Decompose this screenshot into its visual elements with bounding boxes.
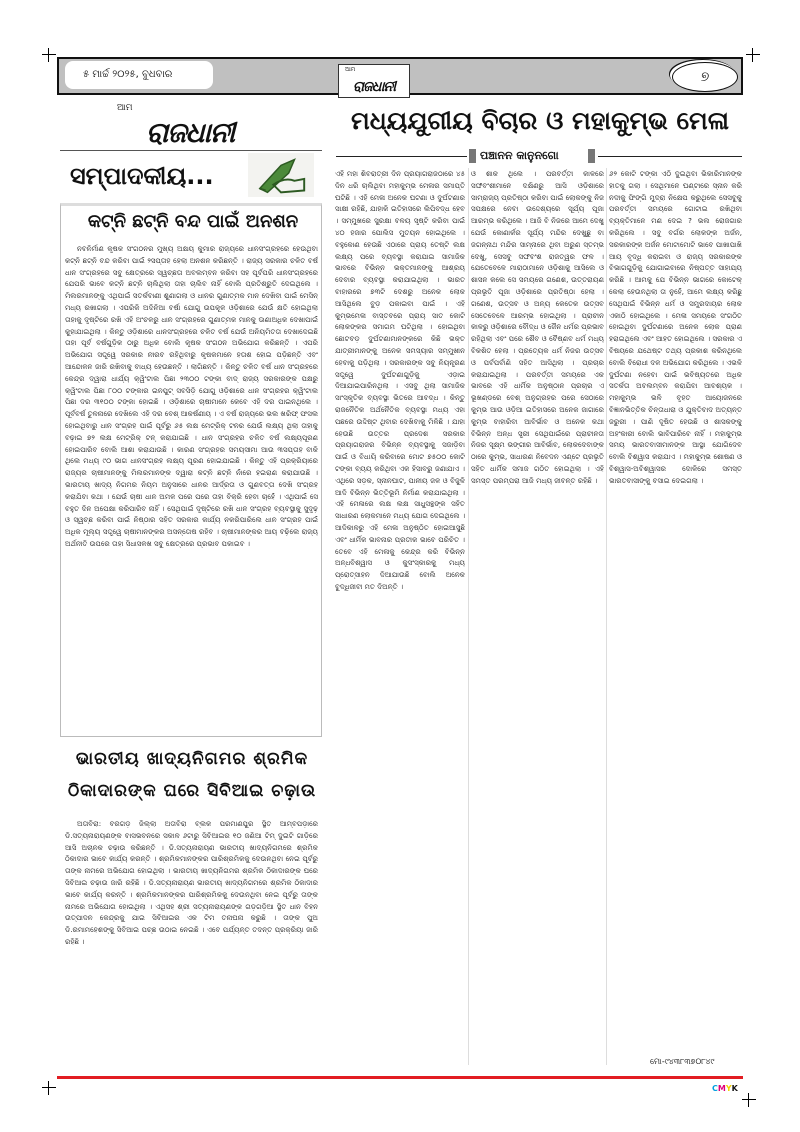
news-headline-line2: ଠିକାଦାରଙ୍କ ଘରେ ସିବିଆଇ ଚଢ଼ାଉ <box>67 781 317 801</box>
editorial-body: ନବନିର୍ମାଣ କୃଷକ ସଂଗଠନର ମୁଖ୍ୟ ଅକ୍ଷୟ କୁମାର ରାଜ୍ୟରେ ଧାନସଂଗ୍ରହରେ ହେଉଥିବା କଟ୍‌ନି ଛଟ୍‌ନି ବନ୍ଦ କରିବା ପାଇଁ ୨ସପ୍ତାହ ହେଲା ଅନଶନ କରିଛନ୍ତି । ରାଜ୍ୟ ସରକାର ଚଳିତ ବର୍ଷ ଧାନ ସଂଗ୍ରହରେ ସବୁ କ୍ଷେତ୍ରରେ ସ୍ୱଚ୍ଛତା ଅବଲମ୍ବନ କରିବା ସହ ପୂର୍ବପରି ଧାନସଂଗ୍ରହରେ ଯେପରି ଭାବେ କଟ୍‌ନି ଛଟ୍‌ନି ଚାଲିଥିଲା ତାହା ଚାଲିବ ନାହିଁ ବୋଲି ପ୍ରତିଶ୍ରୁତି ଦେଇଥିଲେ । ମିଲରମାନଙ୍କୁ ଏଥିପାଇଁ ସତର୍କବାଣୀ ଶୁଣାଗଲା ଓ ଧାନର ଗୁଣାତ୍ମକ ମାନ ଦେଖିବା ପାଇଁ ମେସିନ୍ ମଧ୍ୟ ରଖାଗଲା । ଏପରିକି ଅଦିନିଆ ବର୍ଷା ଯୋଗୁ ଉପକୂଳ ଓଡ଼ିଶାରେ ଯେଉଁ କ୍ଷତି ହୋଇଥିଲା ତାହାକୁ ଦୃଷ୍ଟିରେ ରଖି ଏହି ଅଂଚଳରୁ ଧାନ ସଂଗ୍ରହରେ ଗୁଣାତ୍ମକ ମାନକୁ ଊଣାଅଧିକ ଦେଖାପାଇଁ କୁହାଯାଇଥିଲା । କିନ୍ତୁ ଓଡ଼ିଶାରେ ଧାନସଂଗ୍ରହରେ ଚଳିତ ବର୍ଷ ଯେଉଁ ଅନିୟମିତତା ଦେଖାଦେଇଛି ତାହା ପୂର୍ବ ବର୍ଷଗୁଡ଼ିକ ଠାରୁ ଅଧିକ ବୋଲି କୃଷକ ସଂଗଠନ ଅଭିଯୋଗ କରିଛନ୍ତି । ଏପରି ଅଭିଯୋଗ ସତ୍ତ୍ୱେ ସରକାର ନୀରବ ରହିଥିବାରୁ କୃଷକମାନେ ହତାଶ ହୋଇ ପଡ଼ିଛନ୍ତି ଏବଂ ଆନ୍ଦୋଳନ ଜାରି ରଖିବାକୁ ବାଧ୍ୟ ହେଉଛନ୍ତି । ଲାଗିଛନ୍ତି । କିନ୍ତୁ ଚଳିତ ବର୍ଷ ଧାନ ସଂଗ୍ରହରେ କେନ୍ଦ୍ର ଦ୍ୱାରା ଧାର୍ଯ୍ୟ କ୍ୱିଂଟାଲ ପିଛା ୨୩୦୦ ଟଙ୍କା ବାଦ୍ ରାଜ୍ୟ ସରକାରଙ୍କ ପକ୍ଷରୁ କ୍ୱିଂଟାଲ ପିଛା ୮୦୦ ଟଙ୍କାର ଇନପୁଟ୍ ସବସିଡ଼ି ଯୋଗୁ ଓଡ଼ିଶାରେ ଧାନ ସଂଗ୍ରହର କ୍ୱିଂଟାଲ ପିଛା ଦର ୩୧୦୦ ଟଙ୍କା ହୋଇଛି । ଓଡ଼ିଶାରେ ଚାଷୀମାନେ କେବେ ଏହି ଦର ପାଇନଥିଲେ । ପୂର୍ବବର୍ଷ ତୁଳନାରେ ଦେଖିଲେ ଏହି ଦର ବେଶ୍ ଆକର୍ଷଣୀୟ । ଏ ବର୍ଷ ରାଜ୍ୟରେ ଭଲ ଖରିଫ୍ ଫସଲ ହୋଇଥିବାରୁ ଧାନ ସଂଗ୍ରହ ପାଇଁ ପୂର୍ବରୁ ୬୫ ଲକ୍ଷ ମେଟ୍ରିକ୍ ଟନର ଯେଉଁ ଲକ୍ଷ୍ୟ ଥିଲା ତାହାକୁ ବଢ଼ାଇ ୭୨ ଲକ୍ଷ ମେଟ୍ରିକ୍ ଟନ୍ କରାଯାଇଛି । ଧାନ ସଂଗ୍ରହର ଚଳିତ ବର୍ଷ ଲକ୍ଷ୍ୟପୂରଣ ହୋଇପାରିବ ବୋଲି ଆଶା କରାଯାଉଛି । କାରଣ ସଂଗ୍ରହର ସମୟସୀମା ଆଉ ୩ସପ୍ତାହ ବାକି ଥିଲେ ମଧ୍ୟ ୯୦ ଭାଗ ଧାନସଂଗ୍ରହ ଲକ୍ଷ୍ୟ ପୂରଣ ହୋଇଯାଇଛି । କିନ୍ତୁ ଏହି ପ୍ରକ୍ରିୟାରେ ରାଜ୍ୟର ଚାଷୀମାନଙ୍କୁ ମିଲରମାନଙ୍କ ଦ୍ୱାରା କଟ୍‌ନି ଛଟ୍‌ନି ନାଁରେ ହଇରାଣ କରାଯାଉଛି । ଭାରତୀୟ ଖାଦ୍ୟ ନିଗମର ନିୟମ ଅନୁସାରେ ଧାନର ଆର୍ଦ୍ରତା ଓ ଗୁଣବତ୍ତା ଦେଖି ସଂଗ୍ରହ କରାଯିବା କଥା । ଯେଉଁ ଚାଷୀ ଧାନ ଅମଳ ପରେ ପରେ ତାହା ବିକ୍ରି ହେବା ଚାହେଁ । ଏଥିପାଇଁ ସେ ବହୁତ ଦିନ ଅପେକ୍ଷା କରିପାରିବ ନାହିଁ । ସେଥିପାଇଁ ଦୃଷ୍ଟିରେ ରଖି ଧାନ ସଂଗ୍ରହ ବ୍ୟବସ୍ଥାକୁ ସୁଦୃଢ଼ ଓ ସ୍ୱଚ୍ଛ କରିବା ପାଇଁ ନିଷ୍ଠାର ସହିତ ସରକାର କାର୍ଯ୍ୟ ନକରିପାରିଲେ ଧାନ ସଂଗ୍ରହ ପାଇଁ ଅଧିକ ମୂଲ୍ୟ ସତ୍ତ୍ୱେ ଚାଷୀମାନଙ୍କର ଅସନ୍ତୋଷ ରହିବ । ଚାଷୀମାନଙ୍କର ଆୟ ବଢ଼ିଲେ ରାଜ୍ୟ ଅର୍ଥନୀତି ଉପରେ ତାହା ସିଧାସଳଖ ସବୁ କ୍ଷେତ୍ରରେ ପ୍ରଭାବ ପକାଇବ । <box>65 244 318 548</box>
page-number: ୭ <box>672 62 738 92</box>
article-column-2: ଓ ଶାକ ଥିଲେ । ପରବର୍ତ୍ତୀ କାଳରେ ସଙ୍ଘବଂଶୀମାନେ ଦକ୍ଷିଣରୁ ଆସି ଓଡ଼ିଶାରେ ସାମ୍ରାଜ୍ୟ ପ୍ରତିଷ୍ଠା କରିବା ପାଇଁ ଲୋକଙ୍କୁ ନିଜ ସପକ୍ଷରେ ନେବା ଉଦ୍ଦେଶ୍ୟରେ ସୂର୍ଯ୍ୟ ପୂଜା ଆରମ୍ଭ କରିଥିଲେ । ଆଜି ବି ନିଜରେ ଆମେ ଦେଖୁ ଯେଉଁ କୋଣାର୍କର ସୂର୍ଯ୍ୟ ମନ୍ଦିର ଦେଖୁଛୁ ବା ଜଗନ୍ନାଥ ମନ୍ଦିର ସାମ୍ନାରେ ଥିବା ଅରୁଣ ସ୍ତମ୍ଭ ଦେଖୁ, ସେସବୁ ସଙ୍ଘବଂଶ ରାଜତ୍ୱର ଫଳ । ଯେତେବେଳେ ମାରାଠାମାନେ ଓଡ଼ିଶାକୁ ଆସିଲେ ଓ ଶାସନ କଲେ ସେ ସମୟରେ ଗଣେଶ, ଉତ୍ତରାୟଣ ପ୍ରଭୃତି ପୂଜା ଓଡ଼ିଶାରେ ପ୍ରତିଷ୍ଠା ହେଲା । ଗଣେଶ, ଉତ୍ସବ ଓ ଅନ୍ୟ କେତେକ ଉତ୍ସବ ସେତେବେଳେ ଆରମ୍ଭ ହୋଇଥିଲା । ପ୍ରାଚୀନ କାଳରୁ ଓଡ଼ିଶାରେ ବୌଦ୍ଧ ଓ ଜୈନ ଧର୍ମର ପ୍ରଭାବ ରହିଥିଲା ଏବଂ ପରେ ଶୈବ ଓ ବୈଷ୍ଣବ ଧର୍ମ ମଧ୍ୟ ବିକଶିତ ହେଲା । ପ୍ରତ୍ୟେକ ଧର୍ମ ନିଜର ଉତ୍ସବ ଓ ପର୍ବପର୍ବାଣି ସହିତ ଆସିଥିଲା । ପ୍ରଚାର କରାଯାଇଥିଲା । ପରବର୍ତ୍ତୀ ସମୟରେ ଏକ ଭାବରେ ଏହି ଧାର୍ମିକ ଅନୁଷ୍ଠାନ ପ୍ରଚାର ଏ ଭୂଖଣ୍ଡରେ ବେଶ୍ ଅନୁଗ୍ରହର ପରେ ସେଠାରେ କୁମ୍ଭ ଆଉ ଓଡ଼ିଆ ଇତିହାସରେ ଅନେକ ଜାଗାରେ କୁମ୍ଭ ବାହାରିବା ଆବିର୍ଭାବ ଓ ଅନେକ କଥା ବିଭିନ୍ନ ଅନ୍ଧ ସ୍ତ୍ରୀ ସେଥିପାଇଁରେ ପ୍ରାଚୀନତା ନିଜର ସୂକ୍ଷ୍ମ ଭଙ୍ଗୀର ଆବିର୍ଭାବ, ଲୋକଦେବାଙ୍କ ଠାରେ କୁମ୍ଭ, ସାଧାରଣ ନିବେଦନ ଏଣ୍ଟେ ପ୍ରଭୃତି ସହିତ ଧାର୍ମିକ ସମାଜ ଗଠିତ ହୋଇଥିଲା । ଏହି ସମସ୍ତ ପରମ୍ପରା ଆଜି ମଧ୍ୟ ଜୀବନ୍ତ ରହିଛି । <box>471 169 604 485</box>
crop-mark-bottom-right <box>742 1093 756 1107</box>
cmyk-label <box>712 1084 738 1094</box>
news-headline-line1: ଭାରତୀୟ ଖାଦ୍ୟନିଗମର ଶ୍ରମିକ <box>75 749 309 769</box>
cmyk-k: K <box>731 1084 738 1093</box>
editorial-headline: କଟ୍‌ନି ଛଟ୍‌ନି ବନ୍ଦ ପାଇଁ ଅନଶନ <box>87 211 299 232</box>
author-phone: ମୋ-୯୪୩୮୩୭୦୮୪୯ <box>650 1057 715 1066</box>
news-body: ଅତାବିରା: ବରଗଡ଼ ଜିଲ୍ଲା ଅତାବିରା ବ୍ଲକ ପରମାଣପୁର ସ୍ଥିତ ଆମ୍ବପଡ଼ାରେ ଡି.ସତ୍ୟନାରାୟଣଙ୍କ ବାସଭବନରେ ସକାଳ ୬ଟାରୁ ସିବିଆଇର ୧୦ ଜଣିଆ ଟିମ୍ ଦୁଇଟି ଗାଡ଼ିରେ ଆସି ଅଚାନକ ଚଢ଼ାଉ କରିଛନ୍ତି । ଡି.ସତ୍ୟନାରାୟଣ ଭାରତୀୟ ଖାଦ୍ୟନିଗମରେ ଶ୍ରମିକ ଠିକାଦାର ଭାବେ କାର୍ଯ୍ୟ କରନ୍ତି । ଶ୍ରମିକମାନଙ୍କର ପାରିଶ୍ରମିକକୁ ଦେଉନଥିବା ନେଇ ପୂର୍ବରୁ ତାଙ୍କ ନାମରେ ଅଭିଯୋଗ ହୋଇଥିଲା । ଭାରତୀୟ ଖାଦ୍ୟନିଗମର ଶ୍ରମିକ ଠିକାଦାରଙ୍କ ଘରେ ସିବିଆଇ ଚଢ଼ାଉ ଜାରି ରହିଛି । ଡି.ସତ୍ୟନାରାୟଣ ଭାରତୀୟ ଖାଦ୍ୟନିଗମରେ ଶ୍ରମିକ ଠିକାଦାର ଭାବେ କାର୍ଯ୍ୟ କରନ୍ତି । ଶ୍ରମିକମାନଙ୍କର ପାରିଶ୍ରମିକକୁ ଦେଉନଥିବା ନେଇ ପୂର୍ବରୁ ତାଙ୍କ ନାମରେ ଅଭିଯୋଗ ହୋଇଥିଲା । ଏଥିସହ ଶ୍ରୀ ସତ୍ୟନାରାୟଣଙ୍କ ଗଡ଼ଗଡ଼ିଆ ସ୍ଥିତ ଧାନ ବିହନ ଉତ୍ପାଦନ କେନ୍ଦ୍ରକୁ ଯାଇ ସିବିଆଇର ଏକ ଟିମ ତନାଘନା କରୁଛି । ତାଙ୍କ ପୁଅ ଡି.ରମାମହେଶଙ୍କୁ ସିବିଆଇ ପଚ୍ଛ ଉଠାଇ ନେଇଛି । ଏବେ ପର୍ଯ୍ୟନ୍ତ ତଦନ୍ତ ପ୍ରକ୍ରିୟା ଜାରି ରହିଛି । <box>65 819 318 946</box>
crop-mark-top-left <box>42 48 56 62</box>
pen-hand-icon <box>248 153 314 197</box>
masthead-logo <box>95 103 285 149</box>
footer-red-rule <box>57 1076 743 1079</box>
crop-mark-top-right <box>746 48 760 62</box>
date-label: ୫ ମାର୍ଚ୍ଚ ୨୦୨୫, ବୁଧବାର <box>65 61 213 89</box>
crop-mark-bottom-left <box>42 1081 56 1095</box>
cmyk-m: M <box>717 1084 726 1093</box>
byline-marker-left <box>469 149 476 163</box>
article-column-3: ୬୨ କୋଟି ଟଙ୍କା ଏଠି ଦୁଇଥିବା ଭିକାରିମାନଙ୍କ ହାତକୁ ଗଲା । ସେଥିମାନେ ଘଣ୍ଟାରେ ସ୍ନାନ କରି ନଦୀକୁ ଫିଙ୍ଗି ମୁଦ୍ରା ନିକ୍ଷେପ କରୁଥିଲେ ସେସବୁକୁ ପରବର୍ତ୍ତୀ ସମୟରେ ଗୋଟାଇ ରଖିଥିବା ବ୍ୟକ୍ତିମାନେ ମଣ ଦେଇ ? ଭଲ ରୋଜଗାର କରିଥିଲେ । ସବୁ ବର୍ଗର ଲୋକଙ୍କ ଅର୍ଜନ, ସରକାରଙ୍କ ଅର୍ଜନ ମୋଟାମୋଟି ଭାବେ ପାଖାପାଖି ଆୟ ବୃଦ୍ଧି କରାଇବା ଓ ରାଜ୍ୟ ସରକାରଙ୍କ ବିଭାଗଗୁଡ଼ିକୁ ଯୋଗାଇବାରେ ନିଷ୍ପତ୍ତ ସାହାଯ୍ୟ କରିଛି । ଆମକୁ ଯେ ବିଭିନ୍ନ ଭାଗରେ କୋଟେକ୍ କେଲା ହେଉନଥିଲା ତା ନୁହେଁ, ଆମେ ଲକ୍ଷ୍ୟ କରିଛୁ ସେଥିପାଇଁ ବିଭିନ୍ନ ଧର୍ମ ଓ ସମ୍ପ୍ରଦାୟର ଲୋକ ଏକାଠି ହୋଇଥିଲେ । ମେଳା ସମୟରେ ସଂଗଠିତ ହୋଇଥିବା ଦୁର୍ଘଟଣାରେ ଅନେକ ଲୋକ ପ୍ରାଣ ହରାଇଥିଲେ ଏବଂ ଆହତ ହୋଇଥିଲେ । ସରକାର ଏ ବିଷୟରେ ଯଥେଷ୍ଟ ତଥ୍ୟ ପ୍ରକାଶ କରିନଥିଲେ ବୋଲି ବିରୋଧୀ ଦଳ ଅଭିଯୋଗ କରିଥିଲେ । ଏଭଳି ଦୁର୍ଘଟଣା ନହେବା ପାଇଁ ଭବିଷ୍ୟତରେ ଅଧିକ ସତର୍କତା ଅବଲମ୍ବନ କରାଯିବା ଆବଶ୍ୟକ । ମହାକୁମ୍ଭ ଭଳି ବୃହତ ଆୟୋଜନରେ ବିଜ୍ଞାନଭିତ୍ତିକ ଚିନ୍ତାଧାରା ଓ ଯୁକ୍ତିବାଦ ଅତ୍ୟନ୍ତ ଜରୁରୀ । ପାଣି ଦୂଷିତ ହେଉଛି ଓ ଶାସକଙ୍କୁ ଅହଂକାରୀ ବୋଲି ଭାବିପାରିବେ ନାହିଁ । ମହାକୁମ୍ଭ ସମୟ ଭାରତବାସୀମାନଙ୍କ ଆସ୍ଥା ଯୋଗିଦେବ ବୋଲି ବିଶ୍ୱାସ କରାଯାଏ । ମହାକୁମ୍ଭ ଶୋଷଣ ଓ ବିଶ୍ୱାସ-ଅବିଶ୍ୱାସର ଦୋଳିରେ ସମସ୍ତ ଭାରତବାସୀଙ୍କୁ ବସାଇ ଦେଇଗଲା । <box>609 169 742 485</box>
article-byline <box>336 147 742 165</box>
masthead-small-logo <box>338 64 410 98</box>
column-divider <box>606 168 607 1065</box>
cmyk-c: C <box>712 1084 718 1093</box>
masthead-prefix: ଆମ <box>117 103 133 113</box>
column-divider <box>468 168 469 1065</box>
author-name: ପଞ୍ଚାନନ କାନୁନଗୋ <box>480 149 559 162</box>
masthead-name: ରାଜଧାନୀ <box>145 116 235 149</box>
masthead-small-name: ରାଜଧାନୀ <box>352 79 396 95</box>
byline-marker-right <box>588 149 595 163</box>
article-title: ମଧ୍ୟଯୁଗୀୟ ବିଚାର ଓ ମହାକୁମ୍ଭ ମେଳା <box>351 106 729 135</box>
article-column-1: ଏହି ମହା ଶିବରାତ୍ରୀ ଦିନ ପ୍ରୟାଗରାଜଠାରେ ୪୫ ଦିନ ଧରି ଚାଲିଥିବା ମହାକୁମ୍ଭ ମେଳାର ସମାପ୍ତି ଘଟିଛି । ଏହି ମେଳା ଅନେକ ଘଟଣା ଓ ଦୁର୍ଘଟଣାର ସାକ୍ଷୀ ରହିଛି, ଯାହାକି ଇତିହାସରେ ଲିପିବଦ୍ଧ ହେବ । ସମ୍ମୁଖରେ ସୁରକ୍ଷା ବଳୟ ସୃଷ୍ଟି କରିବା ପାଇଁ ୪୦ ହଜାର ପୋଲିସ ମୁତୟନ ହୋଇଥିଲେ । ବହୁକୋଣ ହେଉଛି ଏଠାରେ ପ୍ରାୟ ତେଷ୍ଟି ଲକ୍ଷ ଲକ୍ଷ୍ୟ ପରେ ବ୍ୟବସ୍ଥା କରାଯାଇ ସାମାଜିକ ଭାବରେ ବିଭିନ୍ନ ଭକ୍ତମାନଙ୍କୁ ଆଶ୍ରୟ ଦେବାର ବ୍ୟବସ୍ଥା କରାଯାଇଥିଲା । ଭାରତ ବାହାରରେ ୭୩ଟି ଦେଶରୁ ଅନେକ ଲୋକ ଆସିଥିଲେ ବୁଡ଼ ପକାଇବା ପାଇଁ । ଏହି କୁମ୍ଭମେଳା ବାସ୍ତବରେ ପ୍ରାୟ ସାତ କୋଟି ଲୋକଙ୍କର ସମାଗମ ଘଟିଥିଲା । ହୋଇଥିବା ଛୋଟବଡ଼ ଦୁର୍ଘଟଣାମାନଙ୍କରେ କିଛି ଭକ୍ତ ଯାତ୍ରୀମାନଙ୍କୁ ଅନେକ ସମସ୍ୟାର ସମ୍ମୁଖୀନ ହେବାକୁ ପଡ଼ିଥିଲା । ସରକାରଙ୍କ ସବୁ ନିୟନ୍ତ୍ରଣ ସତ୍ତ୍ୱେ ଦୁର୍ଘଟଣାଗୁଡ଼ିକୁ ଏଡ଼ାଇ ଦିଆଯାଇପାରିନଥିଲା । ଏସବୁ ଥିଲା ସାମାଜିକ ସାଂସ୍କୃତିକ ବ୍ୟବସ୍ଥା ଭିତରେ ଆବଦ୍ଧ । କିନ୍ତୁ ରାଜନୈତିକ ଅର୍ଥନୈତିକ ବ୍ୟବସ୍ଥା ମଧ୍ୟ ଏହା ପଛରେ ଉଦ୍ଦିଷ୍ଟ ଥିବାର ଦେଖିବାକୁ ମିଳିଛି । ଯାହା ହେଉଛି ଉତ୍ତର ପ୍ରଦେଶ ସରକାର ପ୍ରୟାଗରାଜର ବିଭିନ୍ନ ବ୍ୟବସ୍ଥାକୁ ସଜାଡ଼ିବା ପାଇଁ ଓ ବିଧାୟି କରିବାରେ ମୋଟ ୭୫୦୦ କୋଟି ଟଙ୍କା ବ୍ୟୟ କରିଥିବା ଏକ ହିସାବରୁ ଜଣାଯାଏ । ଏଥିରେ ସଡ଼କ, ସ୍ନାନଘାଟ, ପାନୀୟ ଜଳ ଓ ବିଜୁଳି ଆଦି ବିଭିନ୍ନ ଭିତ୍ତିଭୂମି ନିର୍ମାଣ କରାଯାଇଥିଲା । ଏହି ମେଳାରେ ଲକ୍ଷ ଲକ୍ଷ ସାଧୁସନ୍ଥଙ୍କ ସହିତ ସାଧାରଣ ଲୋକମାନେ ମଧ୍ୟ ଯୋଗ ଦେଇଥିଲେ । ଆଦିକାଳରୁ ଏହି ମେଳା ଅନୁଷ୍ଠିତ ହୋଇଆସୁଛି ଏବଂ ଧାର୍ମିକ ଭାବନାର ପ୍ରତୀକ ଭାବେ ପରିଚିତ । ତେବେ ଏହି ମେଳାକୁ କେନ୍ଦ୍ର କରି ବିଭିନ୍ନ ଅନ୍ଧବିଶ୍ୱାସ ଓ କୁସଂସ୍କାରକୁ ମଧ୍ୟ ପ୍ରୋତ୍ସାହନ ଦିଆଯାଉଛି ବୋଲି ଅନେକ ବୁଦ୍ଧିଜୀବୀ ମତ ଦିଅନ୍ତି । <box>335 169 465 591</box>
byline-rule-left <box>336 156 467 157</box>
masthead-small-prefix: ଆମ <box>345 66 356 73</box>
byline-rule-right <box>598 156 742 157</box>
cmyk-y: Y <box>725 1084 732 1093</box>
divider <box>60 150 322 151</box>
editorial-section-title: ସମ୍ପାଦକୀୟ... <box>70 162 214 190</box>
